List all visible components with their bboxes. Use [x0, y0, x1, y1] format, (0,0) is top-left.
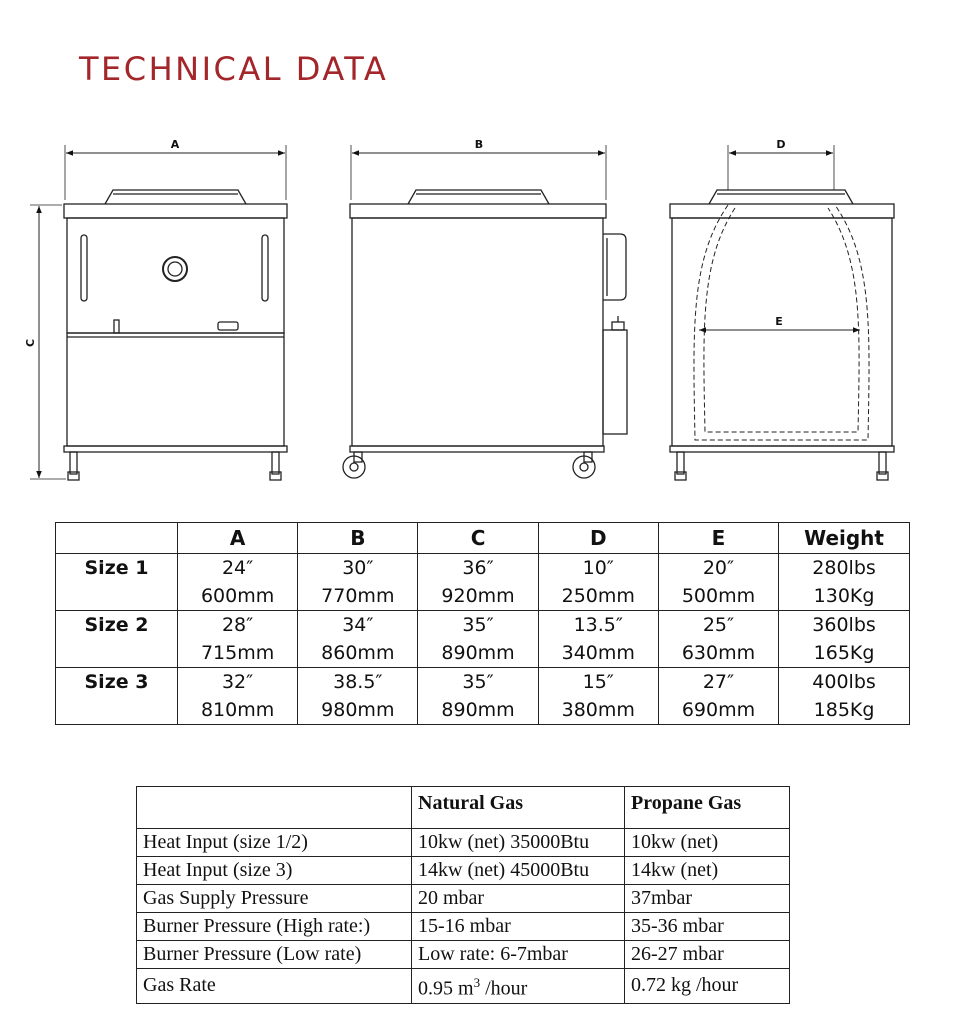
imperial-value: 10″ — [582, 557, 614, 579]
imperial-value: 20″ — [702, 557, 735, 579]
natural-gas-value: 10kw (net) 35000Btu — [412, 829, 625, 857]
gas-table-header-natural: Natural Gas — [412, 787, 625, 829]
table-cell — [658, 668, 778, 725]
table-cell — [178, 611, 298, 668]
weight-imperial: 400lbs — [812, 671, 876, 693]
table-cell — [779, 554, 910, 611]
row-label: Size 3 — [56, 668, 178, 725]
table-row — [137, 857, 790, 885]
natural-gas-value: 20 mbar — [412, 885, 625, 913]
table-row — [56, 668, 910, 725]
size-table — [55, 522, 910, 725]
weight-imperial: 360lbs — [812, 614, 876, 636]
weight-metric: 185Kg — [813, 699, 875, 721]
table-row — [56, 611, 910, 668]
metric-value: 810mm — [200, 699, 275, 721]
gas-rate-unit: /hour — [480, 977, 528, 1000]
natural-gas-value: 14kw (net) 45000Btu — [412, 857, 625, 885]
table-cell — [298, 668, 418, 725]
propane-gas-value: 14kw (net) — [625, 857, 790, 885]
metric-value: 500mm — [681, 585, 756, 607]
gas-row-label: Heat Input (size 1/2) — [137, 829, 412, 857]
size-table-header-c: C — [418, 523, 538, 554]
table-cell — [418, 554, 538, 611]
natural-gas-value: 15-16 mbar — [412, 913, 625, 941]
imperial-value: 15″ — [582, 671, 614, 693]
propane-gas-value: 37mbar — [625, 885, 790, 913]
size-table-header-d: D — [538, 523, 658, 554]
gas-rate-value: 0.95 m — [418, 977, 474, 1000]
table-row — [137, 829, 790, 857]
propane-gas-value: 26-27 mbar — [625, 941, 790, 969]
table-cell — [538, 611, 658, 668]
gas-row-label: Burner Pressure (High rate:) — [137, 913, 412, 941]
imperial-value: 28″ — [221, 614, 254, 636]
table-row — [56, 554, 910, 611]
imperial-value: 38.5″ — [333, 671, 383, 693]
table-cell — [779, 611, 910, 668]
propane-gas-value: 0.72 kg /hour — [625, 969, 790, 1004]
size-table-header-e: E — [658, 523, 778, 554]
table-cell — [538, 668, 658, 725]
imperial-value: 36″ — [462, 557, 494, 579]
metric-value: 380mm — [561, 699, 635, 721]
gas-row-label: Gas Rate — [137, 969, 412, 1004]
table-cell — [178, 554, 298, 611]
size-table-header-b: B — [298, 523, 418, 554]
table-cell — [178, 668, 298, 725]
metric-value: 770mm — [321, 585, 395, 607]
gas-table-header-row — [137, 787, 790, 829]
weight-imperial: 280lbs — [812, 557, 876, 579]
table-row — [137, 913, 790, 941]
table-cell — [418, 611, 538, 668]
metric-value: 690mm — [681, 699, 756, 721]
dimension-label-d: D — [776, 138, 786, 151]
weight-metric: 130Kg — [813, 585, 875, 607]
metric-value: 600mm — [200, 585, 275, 607]
row-label: Size 1 — [56, 554, 178, 611]
imperial-value: 13.5″ — [573, 614, 623, 636]
metric-value: 630mm — [681, 642, 756, 664]
table-row — [137, 885, 790, 913]
size-table-header-blank — [56, 523, 178, 554]
technical-drawings — [0, 130, 965, 490]
weight-metric: 165Kg — [813, 642, 875, 664]
metric-value: 980mm — [321, 699, 395, 721]
metric-value: 715mm — [200, 642, 275, 664]
imperial-value: 30″ — [342, 557, 374, 579]
size-table-header-a: A — [178, 523, 298, 554]
page-title: TECHNICAL DATA — [79, 50, 389, 88]
dimension-label-c: C — [24, 338, 37, 348]
gas-rate-superscript: 3 — [473, 975, 481, 990]
table-cell — [298, 554, 418, 611]
metric-value: 920mm — [441, 585, 515, 607]
imperial-value: 35″ — [462, 671, 494, 693]
imperial-value: 35″ — [462, 614, 494, 636]
metric-value: 250mm — [561, 585, 635, 607]
dimension-label-b: B — [474, 138, 484, 151]
gas-table — [136, 786, 790, 1004]
table-cell — [418, 668, 538, 725]
side-view-drawing — [343, 145, 627, 478]
gas-row-label: Gas Supply Pressure — [137, 885, 412, 913]
imperial-value: 25″ — [702, 614, 735, 636]
dimension-label-a: A — [170, 138, 180, 151]
imperial-value: 24″ — [221, 557, 254, 579]
gas-table-header-propane: Propane Gas — [625, 787, 790, 829]
table-row — [137, 969, 790, 1004]
size-table-header-row — [56, 523, 910, 554]
front-view-drawing — [30, 145, 287, 480]
imperial-value: 27″ — [702, 671, 735, 693]
imperial-value: 34″ — [342, 614, 374, 636]
table-cell — [779, 668, 910, 725]
table-cell — [658, 554, 778, 611]
propane-gas-value: 10kw (net) — [625, 829, 790, 857]
gas-row-label: Burner Pressure (Low rate) — [137, 941, 412, 969]
section-view-drawing — [670, 145, 894, 480]
table-cell — [298, 611, 418, 668]
natural-gas-value — [412, 969, 625, 1004]
table-cell — [658, 611, 778, 668]
gas-row-label: Heat Input (size 3) — [137, 857, 412, 885]
table-cell — [538, 554, 658, 611]
dimension-label-e: E — [775, 315, 783, 328]
size-table-header-weight: Weight — [779, 523, 910, 554]
metric-value: 860mm — [321, 642, 395, 664]
metric-value: 890mm — [441, 699, 515, 721]
gas-table-header-blank — [137, 787, 412, 829]
metric-value: 890mm — [441, 642, 515, 664]
table-row — [137, 941, 790, 969]
natural-gas-value: Low rate: 6-7mbar — [412, 941, 625, 969]
imperial-value: 32″ — [221, 671, 254, 693]
row-label: Size 2 — [56, 611, 178, 668]
metric-value: 340mm — [561, 642, 635, 664]
propane-gas-value: 35-36 mbar — [625, 913, 790, 941]
